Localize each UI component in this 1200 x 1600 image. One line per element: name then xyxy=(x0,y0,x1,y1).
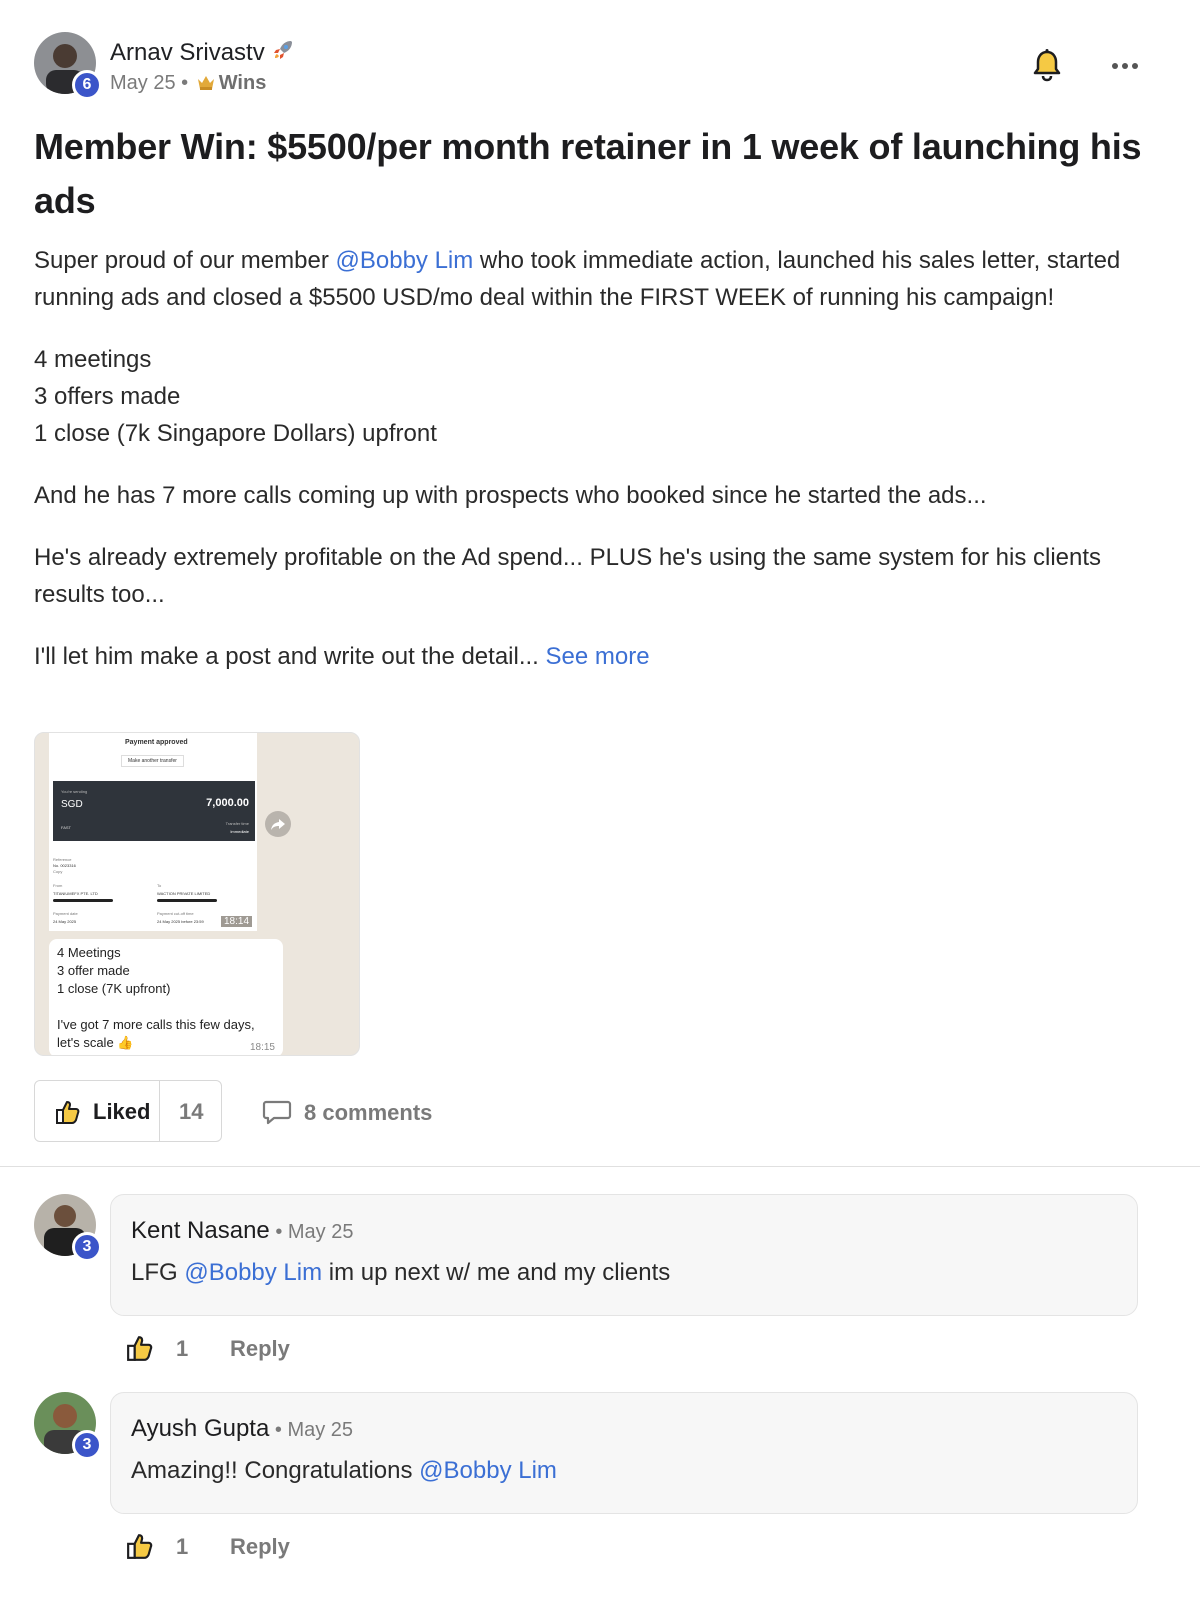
chat-line: I've got 7 more calls this few days, xyxy=(57,1017,255,1032)
forward-icon xyxy=(265,811,291,837)
transfer-time: Immediate xyxy=(230,829,249,834)
thumbs-up-icon xyxy=(55,1099,81,1130)
redaction-mark xyxy=(53,899,113,902)
amount: 7,000.00 xyxy=(206,797,249,809)
comment-date-text: May 25 xyxy=(287,1419,354,1441)
stat-offers: 3 offers made xyxy=(34,383,181,410)
meta-separator: • xyxy=(181,72,189,94)
copy-label: Copy xyxy=(53,869,63,874)
transfer-summary xyxy=(53,781,255,841)
transfer-time-label: Transfer time xyxy=(225,821,249,826)
payment-date-value: 24 May 2025 xyxy=(53,919,77,924)
stat-meetings: 4 meetings xyxy=(34,346,152,373)
comment-date-text: May 25 xyxy=(287,1221,354,1243)
post-paragraph-detail xyxy=(34,638,1164,675)
cutoff-value: 24 May 2025 before 23:59 xyxy=(157,919,204,924)
stat-close: 1 close (7k Singapore Dollars) upfront xyxy=(34,420,437,447)
reference-value: No. 0023316 xyxy=(53,863,76,868)
cutoff-label: Payment cut-off time xyxy=(157,911,194,916)
comment-text-end: im up next w/ me and my clients xyxy=(322,1259,671,1286)
intro-text-end: who took immediate action, launched his sales letter, started running ads and closed a $5500 USD/mo deal within the FIRST WEEK of running his campaign! xyxy=(34,247,1121,311)
like-count[interactable]: 14 xyxy=(179,1099,204,1124)
post-attachment-image[interactable] xyxy=(34,732,360,1056)
reply-button[interactable]: Reply xyxy=(230,1336,290,1361)
chat-line: let's scale 👍 xyxy=(57,1035,134,1050)
chat-bubble xyxy=(49,939,283,1056)
mention-link[interactable]: @Bobby Lim xyxy=(419,1457,557,1484)
comments-count: 8 comments xyxy=(304,1100,433,1125)
comment-actions xyxy=(126,1530,426,1564)
post-category[interactable]: Wins xyxy=(218,72,267,94)
speed: FAST xyxy=(61,825,72,830)
rocket-icon xyxy=(271,38,295,69)
post-stats-list xyxy=(34,341,1164,452)
thumbs-up-icon[interactable] xyxy=(126,1334,154,1367)
payment-status: Payment approved xyxy=(125,739,188,746)
see-more-link[interactable]: See more xyxy=(545,643,650,670)
post-date: May 25 xyxy=(110,72,176,94)
commenter-name xyxy=(131,1415,353,1443)
sending-label: You're sending xyxy=(61,789,88,794)
crown-icon xyxy=(196,73,216,97)
commenter-level-badge: 3 xyxy=(72,1232,102,1262)
intro-text-start: Super proud of our member xyxy=(34,247,336,274)
bell-icon[interactable] xyxy=(1030,48,1064,84)
post-paragraph-profit: He's already extremely profitable on the Ad spend... PLUS he's using the same system for his clients results too... xyxy=(34,544,1102,608)
redaction-mark xyxy=(157,899,217,902)
comment-like-count: 1 xyxy=(176,1534,189,1559)
comment-text xyxy=(131,1457,557,1485)
chat-timestamp: 18:15 xyxy=(249,1042,275,1053)
comment-like-count: 1 xyxy=(176,1336,189,1361)
chat-line: 1 close (7K upfront) xyxy=(57,981,171,996)
chat-line: 3 offer made xyxy=(57,963,130,978)
comments-link[interactable] xyxy=(262,1098,432,1132)
post-body xyxy=(34,242,1164,675)
from-value: TITANIUMEFX PTE. LTD xyxy=(53,891,98,896)
post-actions xyxy=(34,1080,634,1144)
comment-icon xyxy=(262,1098,292,1132)
currency: SGD xyxy=(61,799,83,810)
like-button[interactable] xyxy=(34,1080,222,1142)
commenter-name-text[interactable]: Kent Nasane xyxy=(131,1217,270,1244)
post-header xyxy=(34,32,1164,96)
post-paragraph-intro xyxy=(34,242,1164,316)
mention-link[interactable]: @Bobby Lim xyxy=(335,247,474,274)
to-value: WACTION PRIVATE LIMITED xyxy=(157,891,211,896)
commenter-name-text[interactable]: Ayush Gupta xyxy=(131,1415,270,1442)
post-title[interactable]: Member Win: $5500/per month retainer in 1 week of launching his ads xyxy=(34,126,1142,221)
detail-text: I'll let him make a post and write out the detail... xyxy=(34,643,546,670)
comment-text-start: Amazing!! Congratulations xyxy=(131,1457,420,1484)
reference-label: Reference xyxy=(53,857,72,862)
like-label: Liked xyxy=(93,1099,151,1124)
like-divider xyxy=(159,1081,160,1141)
comment-actions xyxy=(126,1332,426,1366)
more-icon[interactable] xyxy=(1108,58,1142,74)
reply-button[interactable]: Reply xyxy=(230,1534,290,1559)
comment-bubble xyxy=(110,1194,1138,1316)
author-level-badge: 6 xyxy=(72,70,102,100)
comment-date: • May 25 xyxy=(269,1221,354,1243)
commenter-name xyxy=(131,1217,353,1245)
post-paragraph-calls: And he has 7 more calls coming up with prospects who booked since he started the ads... xyxy=(34,482,987,509)
comment-bubble xyxy=(110,1392,1138,1514)
mention-link[interactable]: @Bobby Lim xyxy=(184,1259,323,1286)
comment-date: • May 25 xyxy=(269,1419,354,1441)
commenter-level-badge: 3 xyxy=(72,1430,102,1460)
section-divider xyxy=(0,1166,1200,1167)
post-meta xyxy=(110,72,266,97)
thumbs-up-icon[interactable] xyxy=(126,1532,154,1565)
payment-date-label: Payment date xyxy=(53,911,78,916)
from-label: From xyxy=(53,883,63,888)
comment-text xyxy=(131,1259,670,1287)
author-name[interactable] xyxy=(110,38,295,69)
post-card xyxy=(34,32,1164,1125)
chat-line: 4 Meetings xyxy=(57,945,121,960)
chat-timestamp: 18:14 xyxy=(221,916,252,927)
make-transfer-button: Make another transfer xyxy=(121,755,184,767)
comment-text-start: LFG xyxy=(131,1259,185,1286)
author-name-text: Arnav Srivastv xyxy=(110,39,265,66)
to-label: To xyxy=(157,883,162,888)
